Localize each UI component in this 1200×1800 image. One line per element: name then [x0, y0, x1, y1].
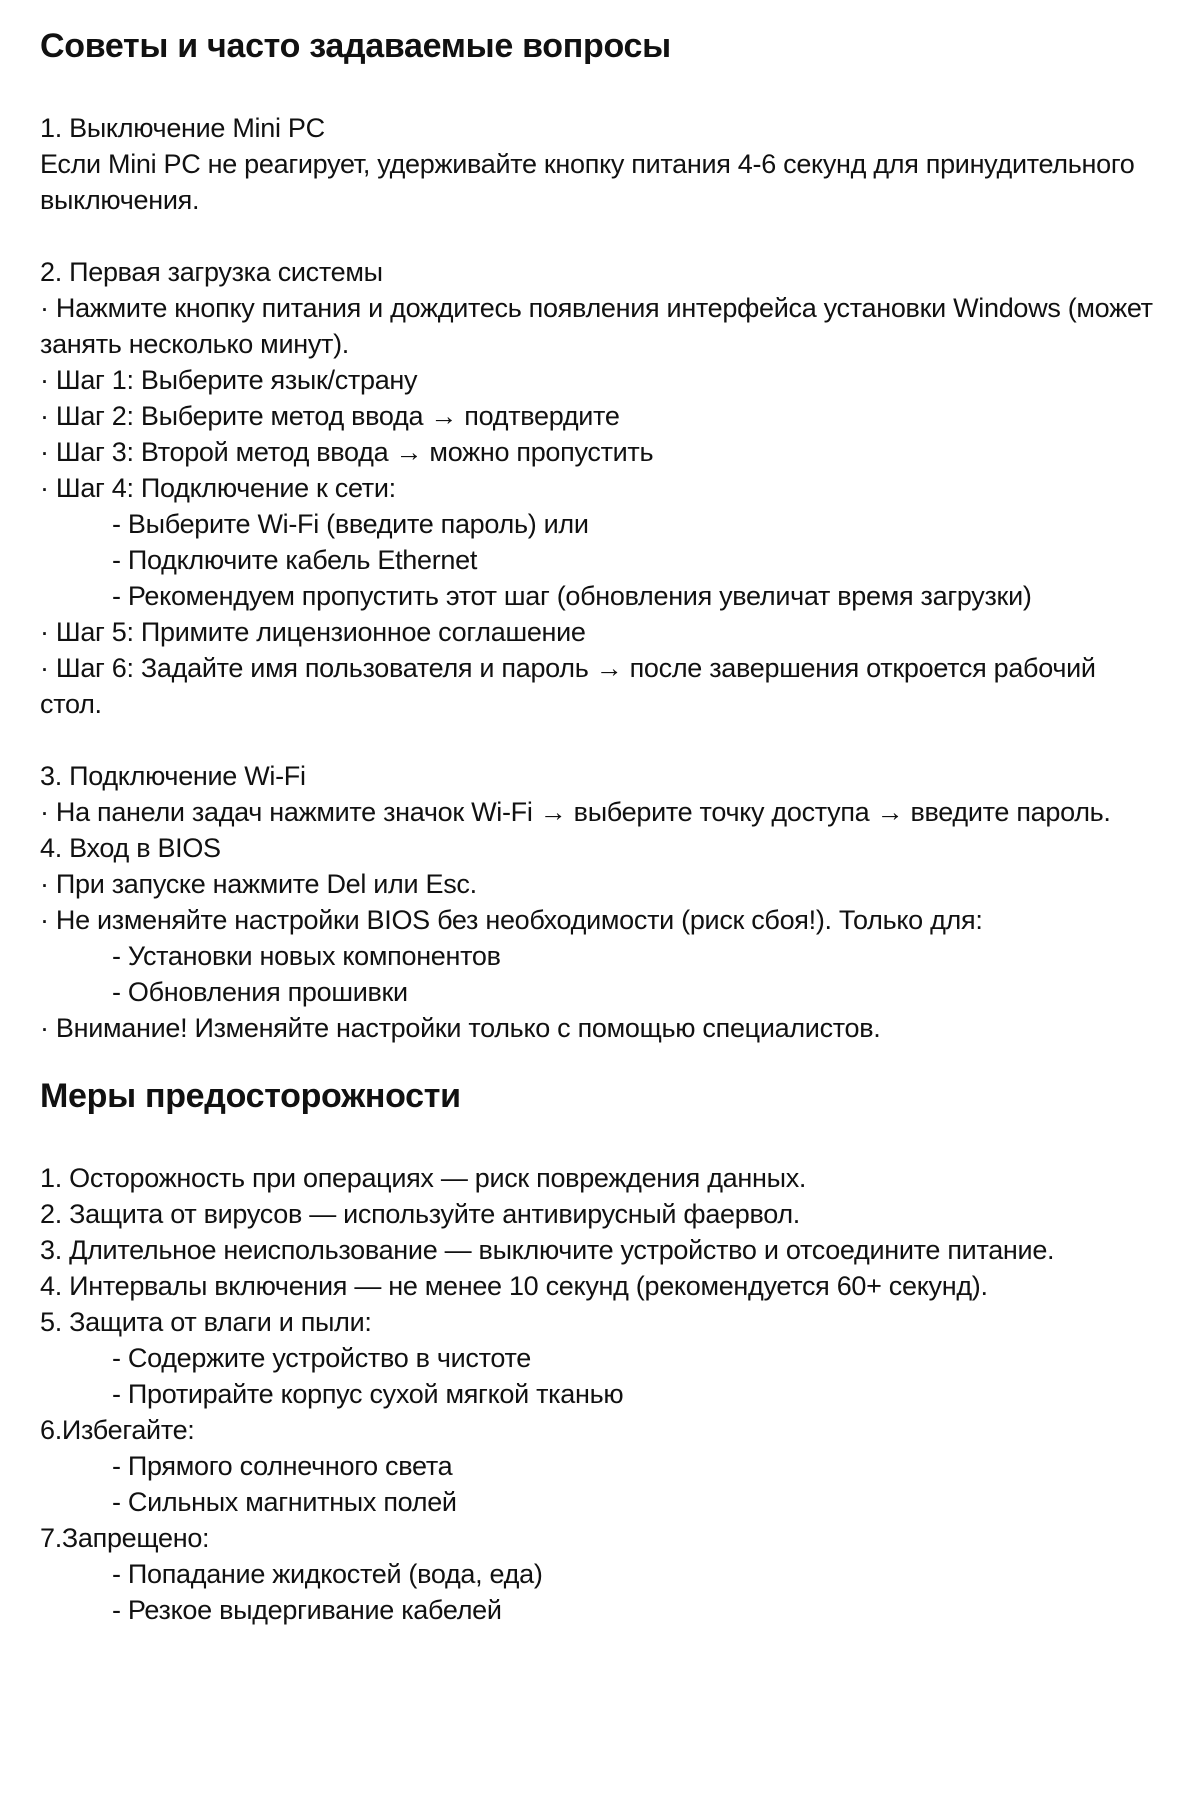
- step-line: · Шаг 3: Второй метод ввода → можно пропустить: [40, 437, 654, 467]
- precaution-item: 2. Защита от вирусов — используйте антивирусный фаервол.: [40, 1199, 800, 1229]
- step-line: · Шаг 5: Примите лицензионное соглашение: [40, 617, 586, 647]
- bullet-line: · Не изменяйте настройки BIOS без необходимости (риск сбоя!). Только для:: [40, 905, 983, 935]
- bullet-line: · При запуске нажмите Del или Esc.: [40, 869, 477, 899]
- precaution-sub-item: - Попадание жидкостей (вода, еда): [112, 1559, 543, 1589]
- step-line: · Шаг 2: Выберите метод ввода → подтвердите: [40, 401, 620, 431]
- precaution-item: 3. Длительное неиспользование — выключите устройство и отсоедините питание.: [40, 1235, 1055, 1265]
- precaution-item: 4. Интервалы включения — не менее 10 секунд (рекомендуется 60+ секунд).: [40, 1271, 988, 1301]
- tips-section-shutdown: [40, 110, 1160, 218]
- precaution-item: 6.Избегайте:: [40, 1415, 195, 1445]
- precaution-item: 5. Защита от влаги и пыли:: [40, 1307, 372, 1337]
- warning-line: · Внимание! Изменяйте настройки только с помощью специалистов.: [40, 1013, 881, 1043]
- sub-item-line: - Установки новых компонентов: [112, 941, 501, 971]
- sub-item-line: - Обновления прошивки: [112, 977, 408, 1007]
- bullet-line: · На панели задач нажмите значок Wi-Fi → выберите точку доступа → введите пароль.: [40, 797, 1111, 827]
- precaution-sub-item: - Прямого солнечного света: [112, 1451, 453, 1481]
- step-line: · Шаг 6: Задайте имя пользователя и пароль → после завершения откроется рабочий стол.: [40, 653, 1096, 719]
- tips-faq-heading: Советы и часто задаваемые вопросы: [40, 27, 671, 65]
- section-heading: 1. Выключение Mini PC: [40, 113, 325, 143]
- precautions-heading: Меры предосторожности: [40, 1077, 461, 1115]
- section-heading: 4. Вход в BIOS: [40, 833, 221, 863]
- step-line: · Шаг 4: Подключение к сети:: [40, 473, 396, 503]
- precaution-item: 7.Запрещено:: [40, 1523, 210, 1553]
- section-heading: 3. Подключение Wi-Fi: [40, 761, 306, 791]
- step-line: · Шаг 1: Выберите язык/страну: [40, 365, 418, 395]
- sub-item-line: - Подключите кабель Ethernet: [112, 545, 478, 575]
- precaution-sub-item: - Сильных магнитных полей: [112, 1487, 457, 1517]
- sub-item-line-wrapped: [40, 578, 1160, 614]
- text-line: Если Mini PC не реагирует, удерживайте кнопку питания 4-6 секунд для принудительного выключения.: [40, 149, 1135, 215]
- precaution-sub-item: - Протирайте корпус сухой мягкой тканью: [112, 1379, 624, 1409]
- precautions-list: [40, 1160, 1160, 1628]
- bullet-line: · Нажмите кнопку питания и дождитесь появления интерфейса установки Windows (может занять несколько минут).: [40, 293, 1153, 359]
- sub-item-text: - Рекомендуем пропустить этот шаг (обновления увеличат время загрузки): [112, 581, 1032, 611]
- section-heading: 2. Первая загрузка системы: [40, 257, 383, 287]
- precaution-sub-item: - Содержите устройство в чистоте: [112, 1343, 531, 1373]
- precaution-sub-item: - Резкое выдергивание кабелей: [112, 1595, 502, 1625]
- tips-section-bios: [40, 830, 1160, 1046]
- tips-section-wifi: [40, 758, 1160, 830]
- precaution-item: 1. Осторожность при операциях — риск повреждения данных.: [40, 1163, 807, 1193]
- sub-item-line: - Выберите Wi-Fi (введите пароль) или: [112, 509, 589, 539]
- tips-section-first-boot: [40, 254, 1160, 722]
